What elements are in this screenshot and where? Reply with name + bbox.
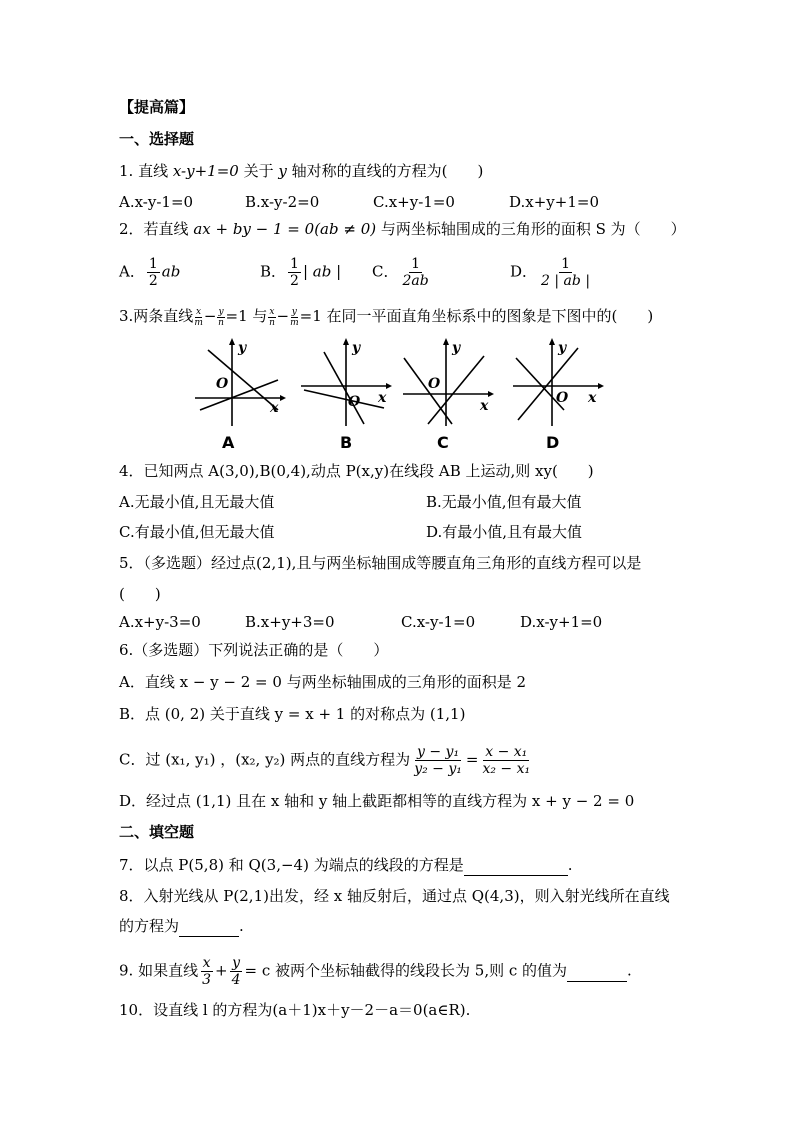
q2-option-d-label: D． xyxy=(510,262,538,281)
q6-statement-c: C．过 (x₁, y₁) ，(x₂, y₂) 两点的直线方程为 $\frac{\text{y − y₁}}{\text{y₂ − y₁}}$ = $\frac{\text{x − x₁}}{\text{x₂ − x₁}}$ xyxy=(119,744,531,777)
q1-option-c: C.x+y-1=0 xyxy=(373,193,455,211)
q2-text-b: 与两坐标轴围成的三角形的面积 S 为（ ） xyxy=(376,220,686,238)
q9-text-b: = c 被两个坐标轴截得的线段长为 5,则 c 的值为 xyxy=(244,961,568,980)
graph-a-x-label: x xyxy=(270,400,279,416)
question-7: 7．以点 P(5,8) 和 Q(3,−4) 为端点的线段的方程是 . xyxy=(119,856,573,874)
graph-a-y-arrow xyxy=(229,338,235,345)
q3-graph-label-d: D xyxy=(546,433,560,452)
graph-c-origin: O xyxy=(428,376,441,392)
q1-text-b: 关于 xyxy=(238,162,279,180)
q4-option-c: C.有最小值,但无最大值 xyxy=(119,523,275,541)
q5-option-a: A.x+y-3=0 xyxy=(119,613,201,631)
q9-answer-blank[interactable] xyxy=(567,961,627,982)
q5-option-d: D.x-y+1=0 xyxy=(520,613,603,631)
q3-graph-b xyxy=(296,338,392,428)
q2-option-c-label: C． xyxy=(372,262,399,281)
q3-frac-3: $\frac{x}{n}$ xyxy=(269,306,275,328)
q1-text-a: 1. 直线 xyxy=(119,162,173,180)
q6-statement-a: A．直线 x − y − 2 = 0 与两坐标轴围成的三角形的面积是 2 xyxy=(119,673,527,691)
q1-equation: x-y+1=0 xyxy=(172,162,239,180)
graph-d-y-label: y xyxy=(558,340,567,356)
graph-b-x-label: x xyxy=(378,390,387,406)
graph-a-x-arrow xyxy=(280,395,286,401)
graph-a-line-1 xyxy=(200,380,278,410)
q1-option-a: A.x-y-1=0 xyxy=(119,193,194,211)
q7-text: 7．以点 P(5,8) 和 Q(3,−4) 为端点的线段的方程是 xyxy=(119,856,464,874)
q3-graph-label-b: B xyxy=(340,433,353,452)
q2-option-b-label: B． xyxy=(260,262,287,281)
q2-option-d-fraction: $\frac{1}{2 | ab |}$ xyxy=(541,256,591,289)
graph-a-y-label: y xyxy=(238,340,247,356)
q4-option-d: D.有最小值,且有最大值 xyxy=(426,523,583,541)
q6-c-frac-1: $\frac{\text{y − y₁}}{\text{y₂ − y₁}}$ xyxy=(414,744,462,777)
q2-option-a-fraction: $\frac{1}{2}$ xyxy=(148,256,158,289)
question-5-stem: 5．（多选题）经过点(2,1),且与两坐标轴围成等腰直角三角形的直线方程可以是 xyxy=(119,554,642,572)
section-title: 【提高篇】 xyxy=(119,98,195,116)
graph-d-x-arrow xyxy=(598,383,604,389)
q1-variable: y xyxy=(278,162,287,180)
q6-c-text: C．过 (x₁, y₁) ，(x₂, y₂) 两点的直线方程为 xyxy=(119,750,411,769)
q3-graph-label-a: A xyxy=(222,433,235,452)
q3-graph-d xyxy=(508,338,604,428)
graph-b-y-arrow xyxy=(343,338,349,345)
graph-d-y-arrow xyxy=(549,338,555,345)
question-2-stem xyxy=(119,219,686,239)
graph-c-y-arrow xyxy=(443,338,449,345)
part1-title: 一、选择题 xyxy=(119,130,195,148)
question-3-stem: 3.两条直线 $\frac{x}{m}$ − $\frac{y}{n}$ =1 与 $\frac{x}{n}$ − $\frac{y}{m}$ =1 在同一平面直角坐标系中的图象是下图中的( ) xyxy=(119,306,654,328)
q2-option-a-label: A． xyxy=(119,262,145,281)
q6-statement-d: D．经过点 (1,1) 且在 x 轴和 y 轴上截距都相等的直线方程为 x + y − 2 = 0 xyxy=(119,792,635,810)
question-8-line-1: 8．入射光线从 P(2,1)出发，经 x 轴反射后，通过点 Q(4,3)，则入射光线所在直线 xyxy=(119,887,670,905)
q9-text-a: 9. 如果直线 xyxy=(119,961,199,980)
graph-d-line-2 xyxy=(518,348,578,420)
q3-frac-2: $\frac{y}{n}$ xyxy=(218,306,224,328)
q7-answer-blank[interactable] xyxy=(464,855,568,876)
question-1-stem xyxy=(119,161,483,181)
q2-text-a: 2．若直线 xyxy=(119,220,194,238)
part2-title: 二、填空题 xyxy=(119,823,195,841)
q3-text-a: 3.两条直线 xyxy=(119,307,194,325)
q5-option-b: B.x+y+3=0 xyxy=(245,613,335,631)
question-6-stem: 6.（多选题）下列说法正确的是（ ） xyxy=(119,641,389,659)
q6-c-frac-2: $\frac{\text{x − x₁}}{\text{x₂ − x₁}}$ xyxy=(482,744,531,777)
graph-b-origin: O xyxy=(348,394,361,410)
graph-b-x-arrow xyxy=(386,383,392,389)
q9-frac-2: $\frac{y}{4}$ xyxy=(231,955,241,988)
graph-b-line-1 xyxy=(304,390,384,408)
graph-b-line-2 xyxy=(324,352,364,424)
q1-text-c: 轴对称的直线的方程为( ) xyxy=(286,162,484,180)
q2-option-c xyxy=(372,256,433,289)
question-10-stem: 10．设直线 l 的方程为(a＋1)x＋y－2－a＝0(a∈R). xyxy=(119,1001,471,1019)
question-8-line-2: 的方程为 . xyxy=(119,917,244,935)
graph-c-x-arrow xyxy=(488,391,494,397)
q6-statement-b: B．点 (0, 2) 关于直线 y = x + 1 的对称点为 (1,1) xyxy=(119,705,466,723)
q3-graph-c xyxy=(398,338,494,428)
q8-answer-blank[interactable] xyxy=(179,916,239,937)
graph-b-y-label: y xyxy=(352,340,361,356)
q1-option-d: D.x+y+1=0 xyxy=(509,193,599,211)
q1-option-b: B.x-y-2=0 xyxy=(245,193,320,211)
q3-frac-4: $\frac{y}{m}$ xyxy=(290,306,299,328)
q2-option-b: B． $\frac{1}{2}$ | ab | xyxy=(260,256,342,289)
q4-option-b: B.无最小值,但有最大值 xyxy=(426,493,582,511)
q2-option-b-fraction: $\frac{1}{2}$ xyxy=(290,256,299,289)
question-9: 9. 如果直线 $\frac{x}{3}$ + $\frac{y}{4}$ = c 被两个坐标轴截得的线段长为 5,则 c 的值为 . xyxy=(119,955,632,988)
question-5-paren: ( ) xyxy=(119,585,161,603)
q9-frac-1: $\frac{x}{3}$ xyxy=(202,955,212,988)
q3-graph-a xyxy=(190,338,286,428)
question-4-stem: 4．已知两点 A(3,0),B(0,4),动点 P(x,y)在线段 AB 上运动,则 xy( ) xyxy=(119,462,594,480)
q3-frac-1: $\frac{x}{m}$ xyxy=(194,306,203,328)
q3-graph-label-c: C xyxy=(437,433,449,452)
graph-d-origin: O xyxy=(556,390,569,406)
q2-option-d xyxy=(510,256,594,289)
q2-equation: ax + by − 1 = 0(ab ≠ 0) xyxy=(193,220,377,238)
q2-option-c-fraction: $\frac{1}{2ab}$ xyxy=(402,256,429,289)
graph-c-y-label: y xyxy=(452,340,461,356)
graph-d-x-label: x xyxy=(588,390,597,406)
q5-option-c: C.x-y-1=0 xyxy=(401,613,476,631)
graph-c-x-label: x xyxy=(480,398,489,414)
q2-option-a: A． $\frac{1}{2}$ ab xyxy=(119,256,181,289)
graph-a-origin: O xyxy=(216,376,229,392)
q4-option-a: A.无最小值,且无最大值 xyxy=(119,493,275,511)
